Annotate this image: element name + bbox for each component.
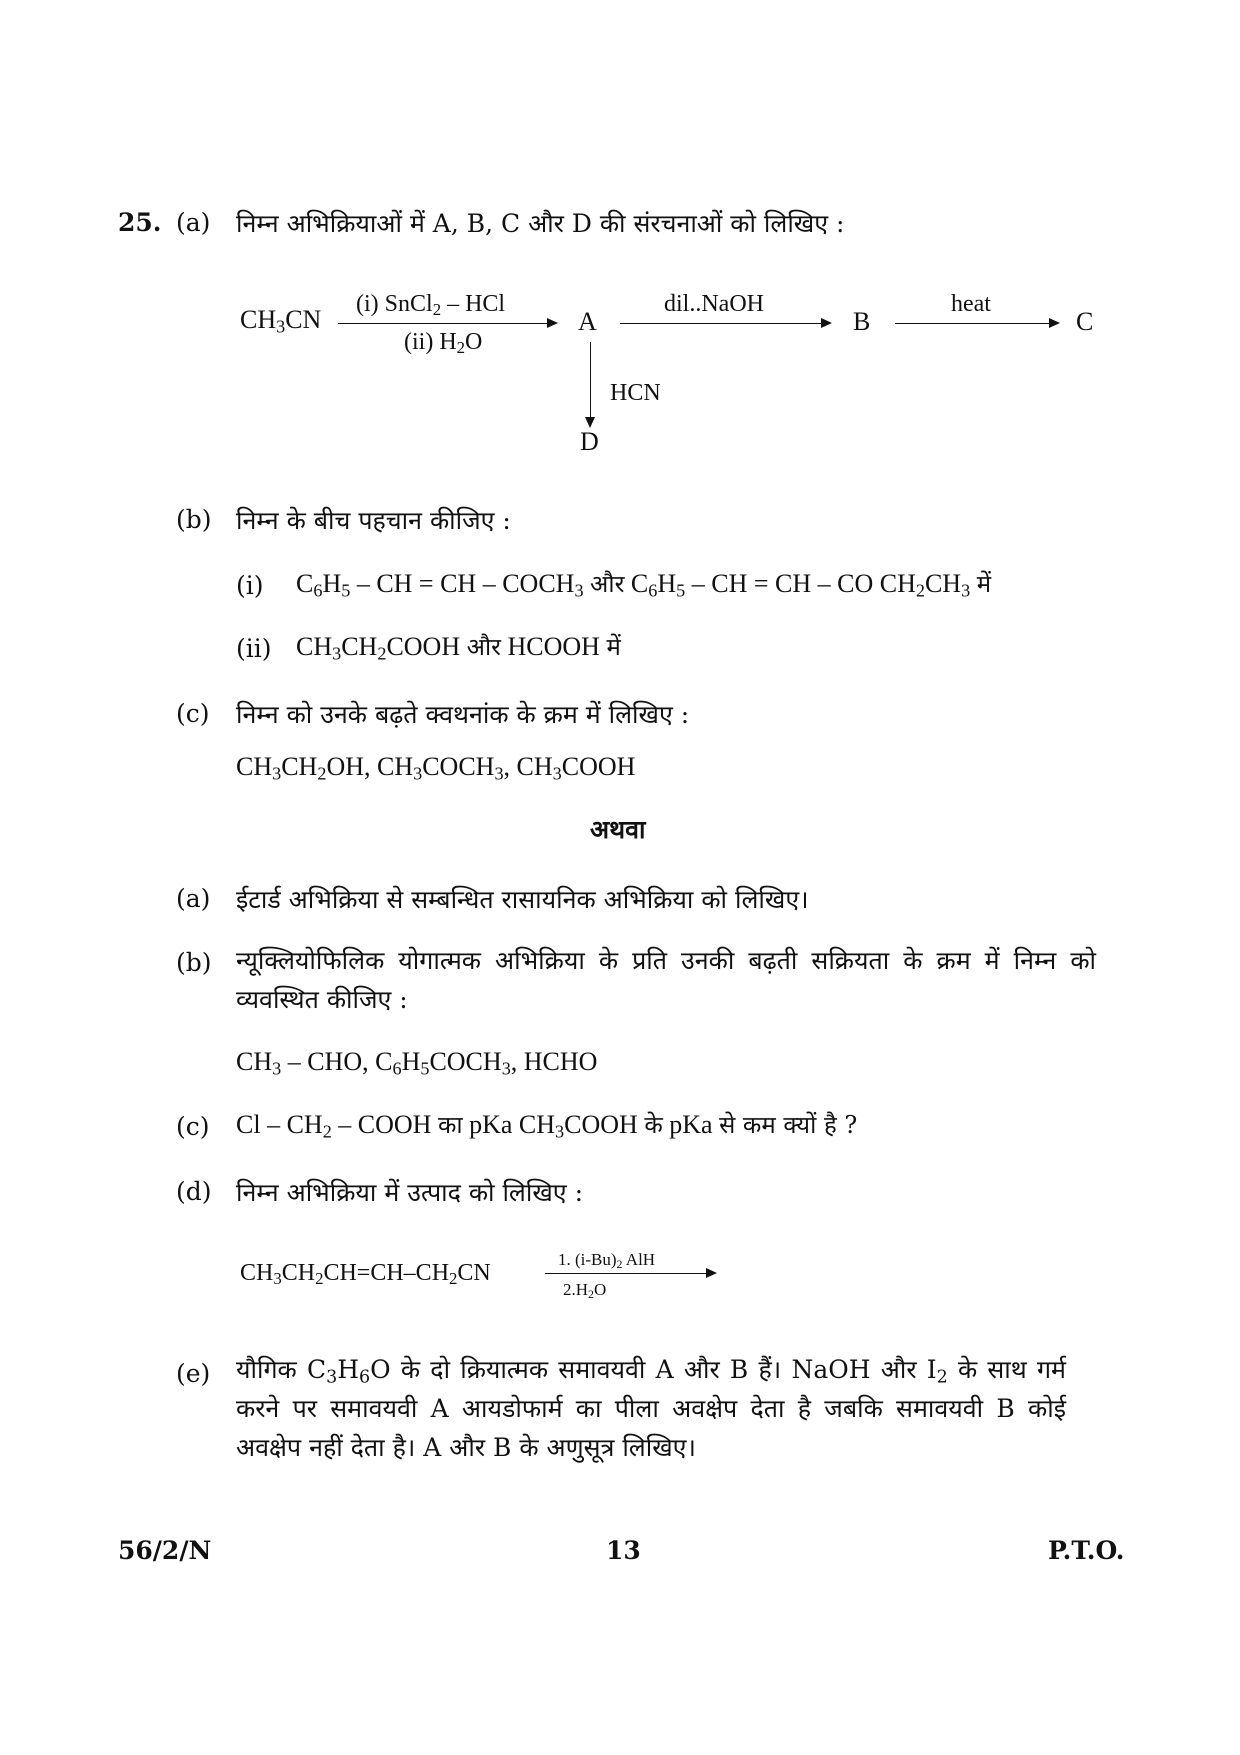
- step1-reagent-bottom: (ii) $H_2O$: [404, 329, 483, 358]
- step4-reagent: HCN: [610, 380, 661, 406]
- or-heading: अथवा: [590, 815, 646, 844]
- part-b-ii-label: (ii): [236, 634, 272, 663]
- part-b-ii-text: $CH_3CH_2COOH$ और HCOOH में: [296, 632, 621, 664]
- alt-b-compounds: $CH_3$ – CHO, $C_6H_5COCH_3$, HCHO: [236, 1047, 598, 1079]
- pto-label: P.T.O.: [1048, 1536, 1125, 1565]
- alt-b-label: (b): [176, 948, 212, 977]
- compound-d: D: [580, 427, 599, 456]
- alt-d-text: निम्न अभिक्रिया में उत्पाद को लिखिए :: [236, 1178, 584, 1207]
- page-number: 13: [606, 1536, 641, 1565]
- alt-e-label: (e): [176, 1359, 211, 1388]
- part-b-i-text: $C_6H_5$ – CH = CH – $COCH_3$ और $C_6H_5$ – CH = CH – CO $CH_2CH_3$ में: [296, 569, 992, 601]
- alt-d-reagent-top: 1. $(i-Bu)_2$ AlH: [558, 1250, 656, 1271]
- part-c-label: (c): [176, 699, 210, 728]
- compound-c: C: [1076, 307, 1094, 336]
- reactant-ch3cn: $CH_3CN$: [240, 305, 322, 337]
- arrow-step4: [590, 342, 591, 426]
- arrow-step3: [895, 323, 1058, 324]
- alt-c-text: Cl – $CH_2$ – COOH का pKa $CH_3COOH$ के pKa से कम क्यों है ?: [236, 1110, 858, 1142]
- part-b-text: निम्न के बीच पहचान कीजिए :: [236, 506, 511, 535]
- alt-c-label: (c): [176, 1112, 210, 1141]
- part-a-label: (a): [176, 208, 211, 237]
- step3-reagent: heat: [951, 291, 991, 317]
- part-c-text: निम्न को उनके बढ़ते क्वथनांक के क्रम में लिखिए :: [236, 700, 690, 729]
- part-b-i-label: (i): [236, 571, 264, 600]
- step1-reagent-top: (i) SnCl$_2$ – HCl: [356, 291, 506, 320]
- step2-reagent: dil..NaOH: [664, 291, 764, 317]
- alt-d-reagent-bottom: $2.H_2O$: [563, 1280, 607, 1301]
- arrow-step1: [338, 323, 556, 324]
- compound-b: B: [853, 307, 871, 336]
- part-c-compounds: $CH_3CH_2OH$, $CH_3COCH_3$, $CH_3COOH$: [236, 752, 636, 784]
- alt-d-arrow: [545, 1273, 715, 1274]
- alt-d-label: (d): [176, 1177, 212, 1206]
- question-number: 25.: [118, 208, 162, 237]
- alt-a-text: ईटार्ड अभिक्रिया से सम्बन्धित रासायनिक अभिक्रिया को लिखिए।: [236, 885, 809, 914]
- compound-a: A: [578, 307, 597, 336]
- alt-b-text: न्यूक्लियोफिलिक योगात्मक अभिक्रिया के प्रति उनकी बढ़ती सक्रियता के क्रम में निम्न को व्यवस्थित कीजिए :: [236, 946, 1096, 1014]
- alt-a-label: (a): [176, 884, 211, 913]
- paper-code: 56/2/N: [118, 1536, 212, 1565]
- arrow-step2: [620, 323, 830, 324]
- alt-e-text: यौगिक $C_3H_6O$ के दो क्रियात्मक समावयवी A और B हैं। NaOH और $I_2$ के साथ गर्म करने पर समावयवी A आयडोफार्म का पीला अवक्षेप देता है जबकि समावयवी B कोई अवक्षेप नहीं देता है। A और B के अणुसूत्र लिखिए।: [236, 1355, 1067, 1462]
- part-b-label: (b): [176, 505, 212, 534]
- alt-d-reactant: $CH_3CH_2CH=CH-CH_2CN$: [240, 1260, 491, 1289]
- part-a-text: निम्न अभिक्रियाओं में A, B, C और D की संरचनाओं को लिखिए :: [236, 209, 845, 238]
